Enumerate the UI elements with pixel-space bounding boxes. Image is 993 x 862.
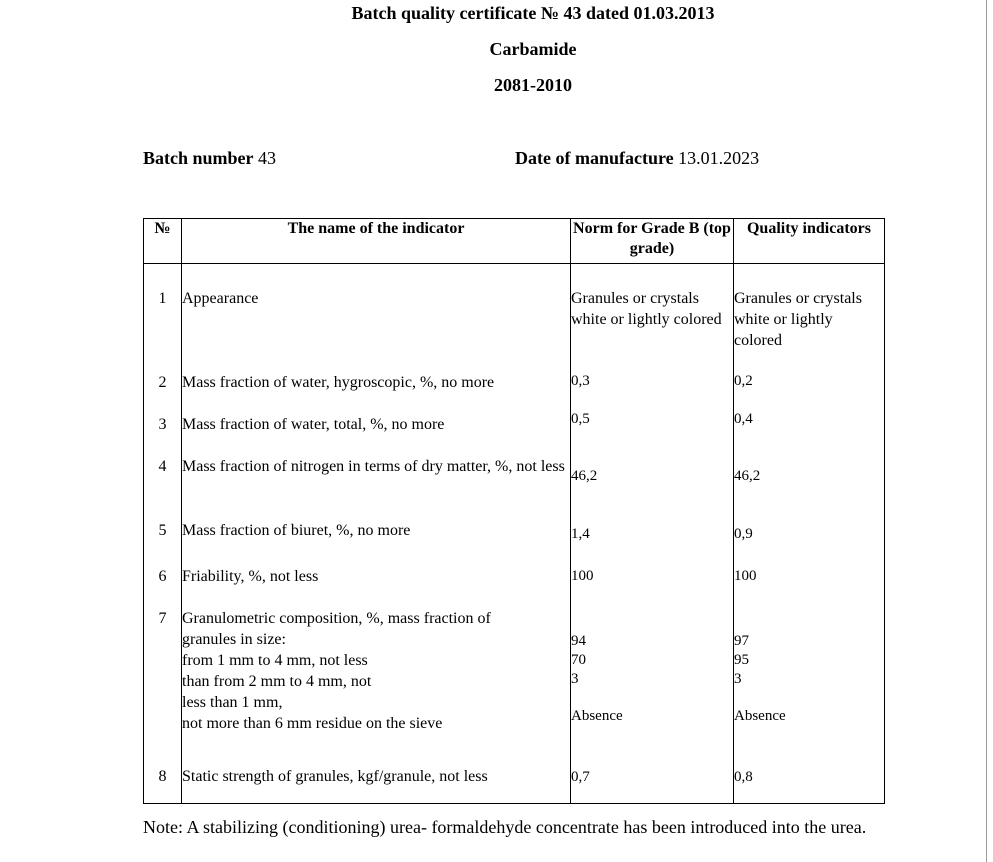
certificate-note: Note: A stabilizing (conditioning) urea- formaldehyde concentrate has been introduced into the urea. — [143, 817, 867, 837]
indicator-line: not more than 6 mm residue on the sieve — [182, 715, 443, 732]
standard-number: 2081-2010 — [494, 75, 572, 95]
quality-value — [734, 499, 885, 545]
norm-value — [571, 351, 734, 393]
quality-value: Granules or crystals white or lightly colored — [734, 264, 885, 352]
table-header-row — [144, 219, 885, 264]
product-name: Carbamide — [489, 39, 577, 59]
indicator-name: Mass fraction of water, total, %, no more — [182, 393, 571, 435]
norm-value — [571, 435, 734, 499]
col-number-header: № — [144, 219, 182, 264]
indicator-name: Friability, %, not less — [182, 545, 571, 587]
batch-number — [143, 148, 276, 169]
norm-value-text: 1,4 — [571, 526, 590, 542]
row-number: 6 — [144, 545, 182, 587]
indicator-line: Granulometric composition, %, mass fraction of — [182, 610, 491, 627]
norm-line: 70 — [571, 652, 586, 668]
table-row — [144, 351, 885, 393]
indicator-name: Mass fraction of biuret, %, no more — [182, 499, 571, 545]
indicator-name: Appearance — [182, 264, 571, 352]
quality-value — [734, 587, 885, 755]
norm-value — [571, 587, 734, 755]
table-row — [144, 755, 885, 803]
indicator-line: from 1 mm to 4 mm, not less — [182, 652, 368, 669]
norm-value-text: 0,7 — [571, 769, 590, 785]
row-number: 2 — [144, 351, 182, 393]
norm-value: Granules or crystals white or lightly colored — [571, 264, 734, 352]
table-row — [144, 393, 885, 435]
norm-value-text: 100 — [571, 568, 594, 584]
indicator-name: Mass fraction of nitrogen in terms of dry matter, %, not less — [182, 435, 571, 499]
quality-value — [734, 545, 885, 587]
col-indicator-header: The name of the indicator — [182, 219, 571, 264]
quality-value-text: 0,4 — [734, 411, 753, 427]
quality-line: 95 — [734, 652, 749, 668]
quality-line: 3 — [734, 671, 742, 687]
quality-value-text: 0,8 — [734, 769, 753, 785]
batch-number-value: 43 — [258, 148, 277, 168]
table-row — [144, 435, 885, 499]
norm-value — [571, 755, 734, 803]
page-edge-line — [986, 0, 987, 862]
manufacture-date-value: 13.01.2023 — [678, 148, 760, 168]
quality-value — [734, 393, 885, 435]
indicator-name: Mass fraction of water, hygroscopic, %, no more — [182, 351, 571, 393]
table-row — [144, 264, 885, 352]
quality-value-text: 0,2 — [734, 373, 753, 389]
col-norm-header: Norm for Grade B (top grade) — [571, 219, 734, 264]
manufacture-date-label: Date of manufacture — [515, 148, 674, 168]
indicator-line: granules in size: — [182, 631, 286, 648]
norm-line: Absence — [571, 708, 623, 724]
manufacture-date — [515, 148, 759, 169]
norm-value — [571, 499, 734, 545]
col-quality-header: Quality indicators — [734, 219, 885, 264]
norm-value-text: 0,5 — [571, 411, 590, 427]
quality-value — [734, 755, 885, 803]
quality-line: Absence — [734, 708, 786, 724]
quality-value — [734, 351, 885, 393]
indicator-line: less than 1 mm, — [182, 694, 283, 711]
indicator-name: Static strength of granules, kgf/granule, not less — [182, 755, 571, 803]
batch-number-label: Batch number — [143, 148, 254, 168]
indicator-line: than from 2 mm to 4 mm, not — [182, 673, 372, 690]
indicator-name — [182, 587, 571, 755]
table-row — [144, 587, 885, 755]
table-row — [144, 545, 885, 587]
row-number: 1 — [144, 264, 182, 352]
norm-line: 94 — [571, 633, 586, 649]
row-number: 7 — [144, 587, 182, 755]
quality-value-text: 100 — [734, 568, 757, 584]
row-number: 4 — [144, 435, 182, 499]
norm-value-text: 0,3 — [571, 373, 590, 389]
quality-line: 97 — [734, 633, 749, 649]
row-number: 3 — [144, 393, 182, 435]
quality-value-text: 0,9 — [734, 526, 753, 542]
certificate-title: Batch quality certificate № 43 dated 01.03.2013 — [351, 3, 715, 23]
quality-value-text: 46,2 — [734, 468, 761, 484]
quality-table — [143, 218, 885, 804]
table-row — [144, 499, 885, 545]
row-number: 5 — [144, 499, 182, 545]
norm-value-text: 46,2 — [571, 468, 598, 484]
quality-value — [734, 435, 885, 499]
norm-value — [571, 393, 734, 435]
norm-line: 3 — [571, 671, 579, 687]
row-number: 8 — [144, 755, 182, 803]
norm-value — [571, 545, 734, 587]
